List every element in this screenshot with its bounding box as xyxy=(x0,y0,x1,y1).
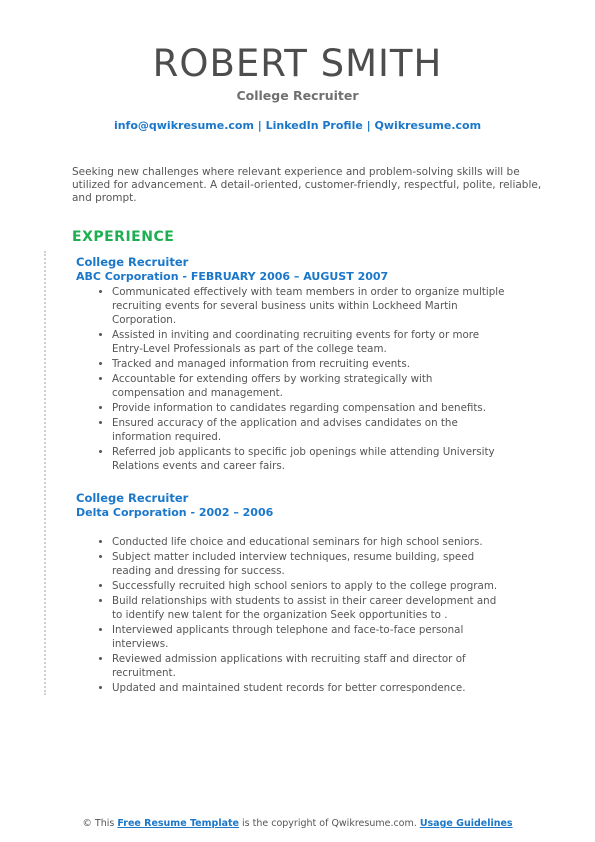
free-resume-template-link[interactable]: Free Resume Template xyxy=(117,818,239,829)
summary-paragraph: Seeking new challenges where relevant experience and problem-solving skills will be utilized for advancement. A detail-oriented, customer-friendly, respectful, polite, reliable, and prompt. xyxy=(72,166,542,204)
candidate-title: College Recruiter xyxy=(236,88,359,103)
bullet-item: • Referred job applicants to specific job openings while attending University Relations events and career fairs. xyxy=(112,445,507,473)
contact-separator: | xyxy=(257,119,262,132)
linkedin-link[interactable]: LinkedIn Profile xyxy=(265,119,363,132)
footer-middle: is the copyright of Qwikresume.com. xyxy=(242,818,417,829)
contact-line xyxy=(0,119,595,132)
job-bullets xyxy=(76,535,507,695)
bullet-item: • Build relationships with students to assist in their career development and to identify new talent for the organization Seek opportunities to . xyxy=(112,594,507,622)
experience-timeline xyxy=(44,251,595,695)
bullet-item: • Communicated effectively with team members in order to organize multiple recruiting events for several business units within Lockheed Martin Corporation. xyxy=(112,285,507,327)
job-title: College Recruiter xyxy=(76,491,189,505)
experience-heading: EXPERIENCE xyxy=(72,229,175,245)
job-dates: FEBRUARY 2006 – AUGUST 2007 xyxy=(190,270,389,283)
bullet-item: • Ensured accuracy of the application and advises candidates on the information required. xyxy=(112,416,507,444)
bullet-item: • Reviewed admission applications with recruiting staff and director of recruitment. xyxy=(112,652,507,680)
company-date-separator: - xyxy=(182,270,191,283)
resume-header xyxy=(0,0,595,132)
copyright-footer xyxy=(0,818,595,829)
spacer xyxy=(76,519,595,533)
job-company-line xyxy=(76,270,595,283)
footer-prefix: © This xyxy=(82,818,115,829)
job-entry xyxy=(76,255,595,473)
job-company-line xyxy=(76,506,595,519)
website-link[interactable]: Qwikresume.com xyxy=(374,119,482,132)
job-bullets xyxy=(76,285,507,473)
bullet-item: • Provide information to candidates regarding compensation and benefits. xyxy=(112,401,507,415)
job-entry xyxy=(76,491,595,695)
bullet-item: • Subject matter included interview techniques, resume building, speed reading and dressing for success. xyxy=(112,550,507,578)
bullet-item: • Conducted life choice and educational seminars for high school seniors. xyxy=(112,535,507,549)
bullet-item: • Tracked and managed information from recruiting events. xyxy=(112,357,507,371)
company-name: ABC Corporation xyxy=(76,270,179,283)
bullet-item: • Updated and maintained student records for better correspondence. xyxy=(112,681,507,695)
company-name: Delta Corporation xyxy=(76,506,187,519)
job-dates: 2002 – 2006 xyxy=(198,506,274,519)
bullet-item: • Interviewed applicants through telephone and face-to-face personal interviews. xyxy=(112,623,507,651)
email-link[interactable]: info@qwikresume.com xyxy=(113,119,254,132)
usage-guidelines-link[interactable]: Usage Guidelines xyxy=(419,818,513,829)
bullet-item: • Accountable for extending offers by working strategically with compensation and management. xyxy=(112,372,507,400)
contact-separator: | xyxy=(366,119,371,132)
job-title: College Recruiter xyxy=(76,255,189,269)
bullet-item: • Assisted in inviting and coordinating recruiting events for forty or more Entry-Level Professionals as part of the college team. xyxy=(112,328,507,356)
company-date-separator: - xyxy=(190,506,199,519)
bullet-item: • Successfully recruited high school seniors to apply to the college program. xyxy=(112,579,507,593)
candidate-name: ROBERT SMITH xyxy=(152,42,443,85)
